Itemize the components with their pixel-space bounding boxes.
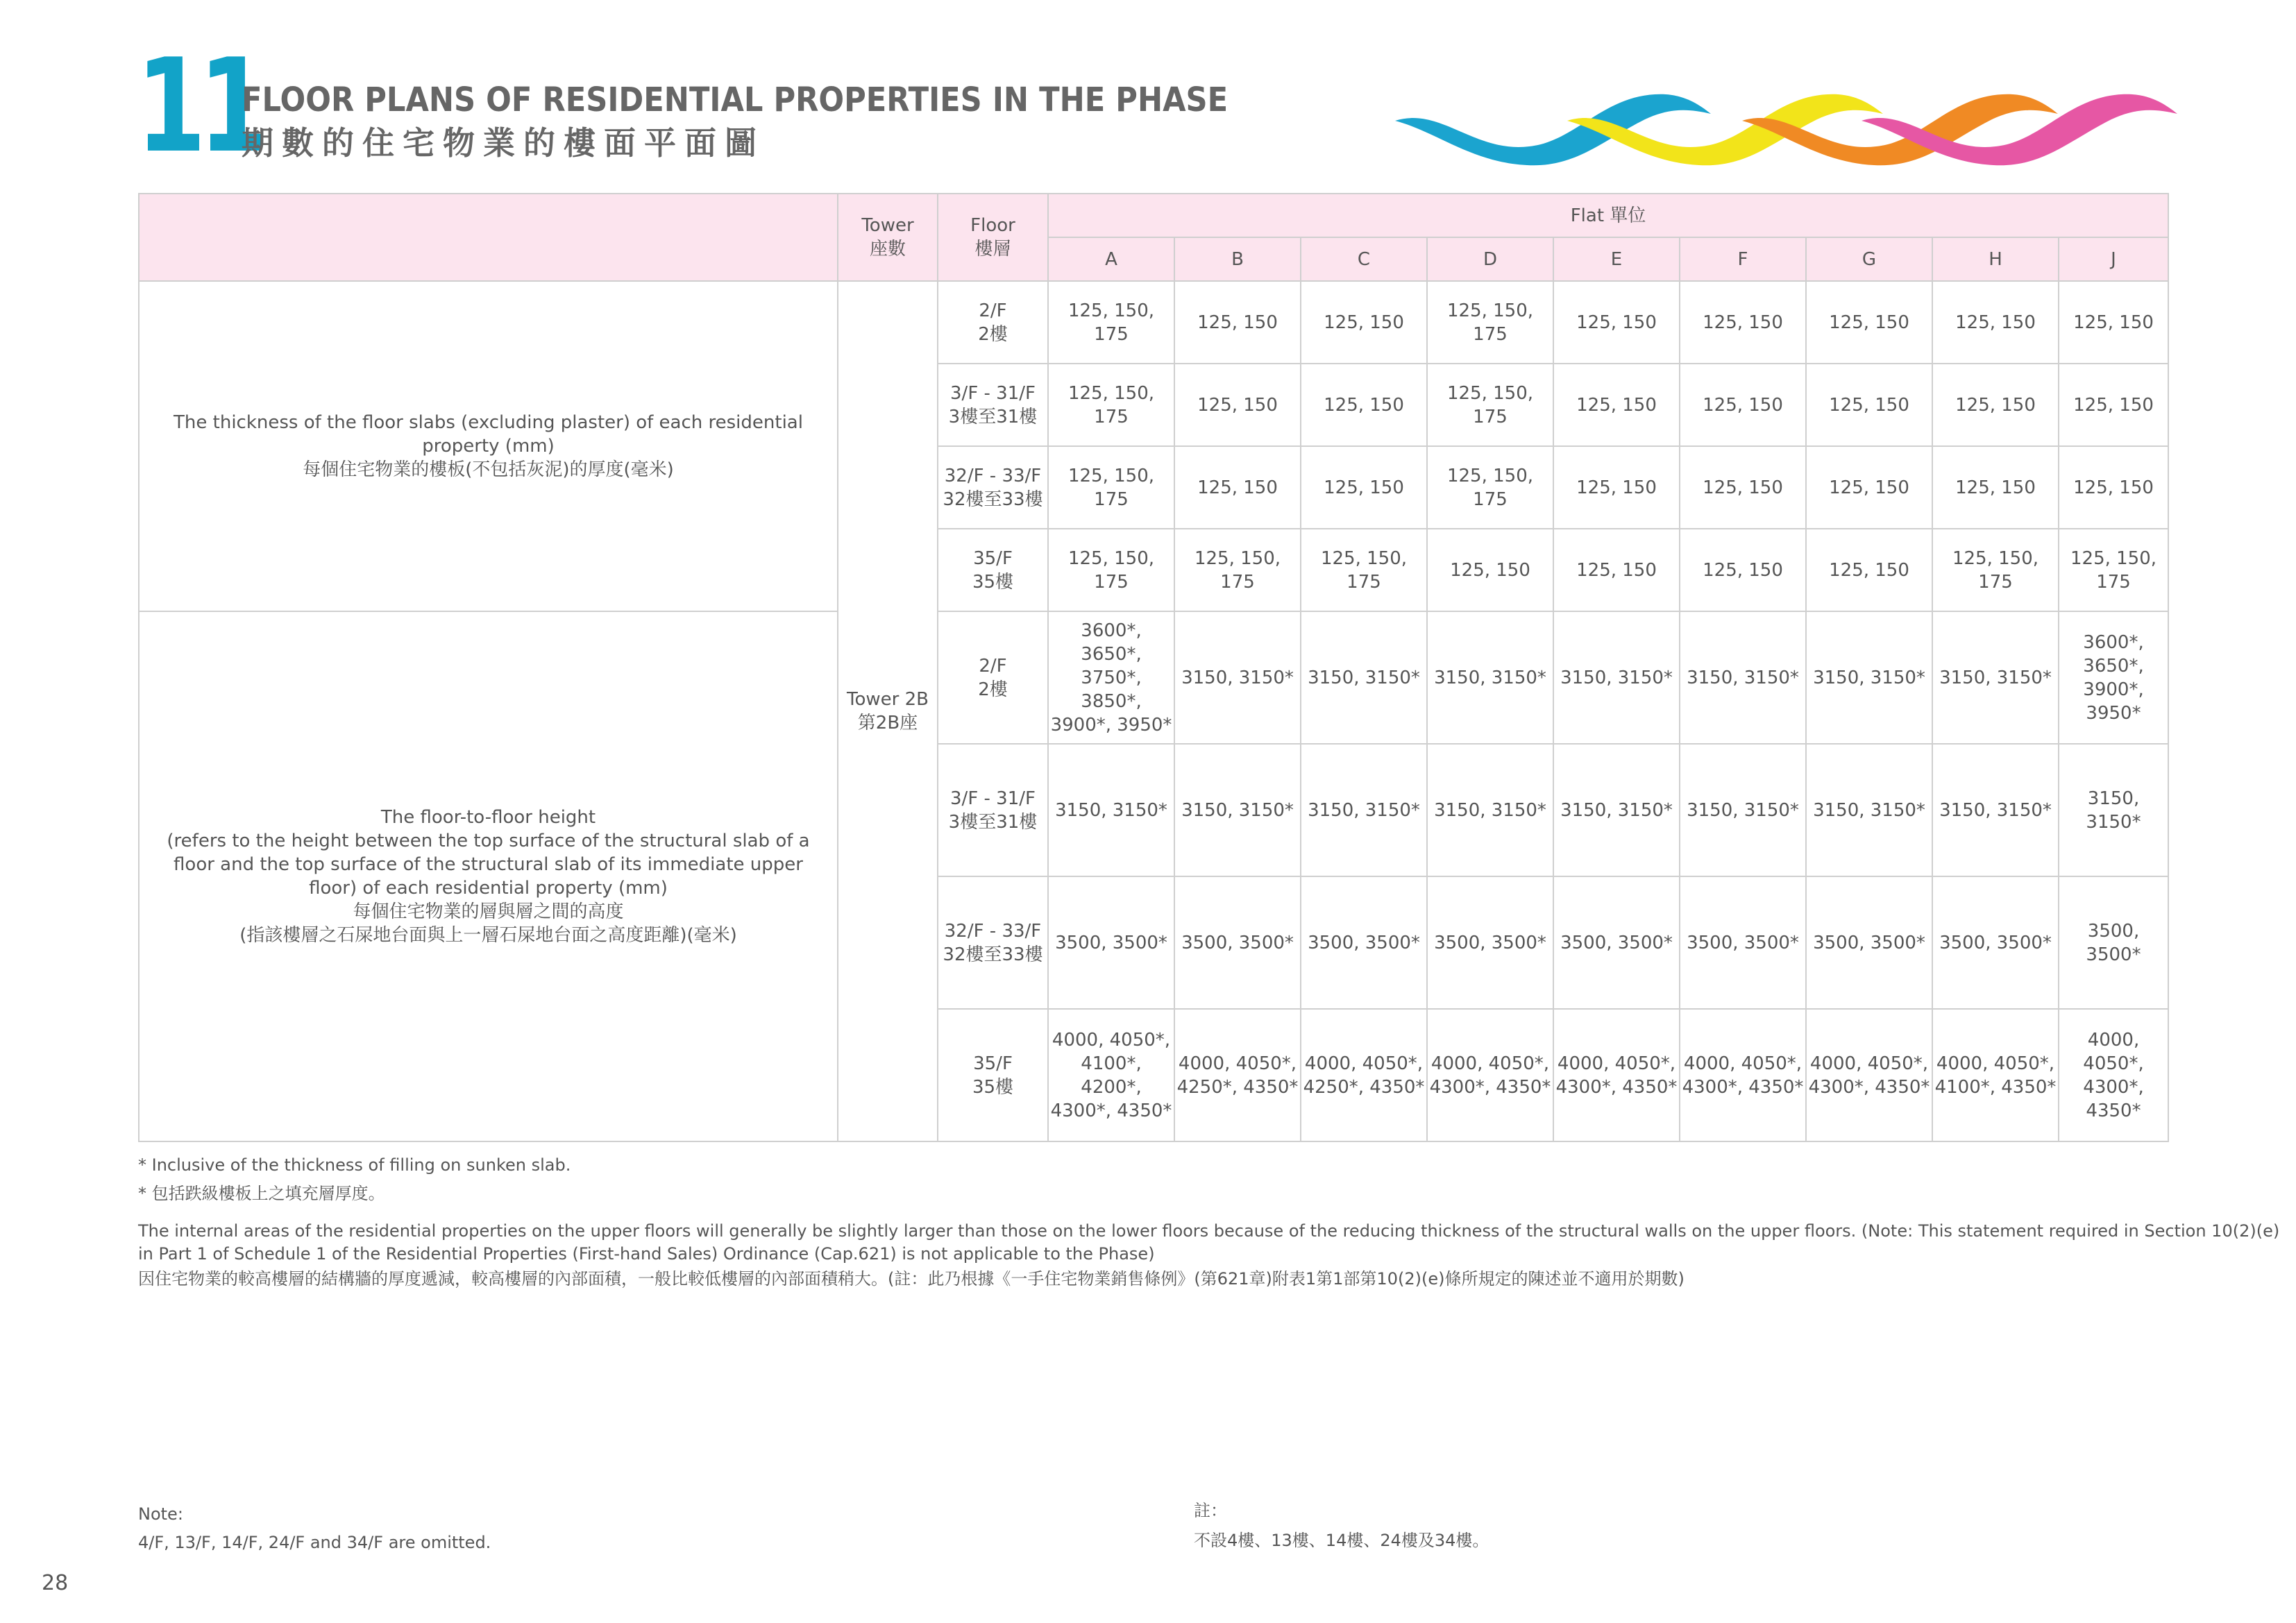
height-row (139, 611, 2168, 744)
value-cell-j: 3500, 3500* (2059, 876, 2168, 1009)
value-cell-e: 125, 150 (1553, 364, 1680, 446)
value-cell-d: 125, 150, 175 (1427, 281, 1553, 364)
value-cell-c: 125, 150 (1301, 446, 1427, 529)
internal-area-note-en-2: in Part 1 of Schedule 1 of the Residential Properties (First-hand Sales) Ordinance (Cap.621) is not applicable to the Phase) (138, 1244, 1155, 1264)
floor-cell: 32/F - 33/F 32樓至33樓 (938, 446, 1048, 529)
value-cell-e: 125, 150 (1553, 446, 1680, 529)
footer-note-text-zh: 不設4樓、13樓、14樓、24樓及34樓。 (1194, 1531, 1489, 1550)
value-cell-a: 125, 150, 175 (1048, 281, 1174, 364)
value-cell-h: 4000, 4050*, 4100*, 4350* (1932, 1009, 2059, 1141)
footer-note-text-en: 4/F, 13/F, 14/F, 24/F and 34/F are omitted. (138, 1533, 491, 1552)
value-cell-f: 3150, 3150* (1680, 744, 1806, 876)
value-cell-g: 4000, 4050*, 4300*, 4350* (1806, 1009, 1932, 1141)
internal-area-note-en-1: The internal areas of the residential properties on the upper floors will generally be slightly larger than those on the lower floors because of the reducing thickness of the structural walls on the upper floors. (Note: This statement required in Section 10(2)(e) (138, 1221, 2280, 1241)
header-flat-d: D (1427, 237, 1553, 281)
floor-cell: 3/F - 31/F 3樓至31樓 (938, 744, 1048, 876)
value-cell-a: 3600*, 3650*, 3750*, 3850*, 3900*, 3950* (1048, 611, 1174, 744)
value-cell-f: 3500, 3500* (1680, 876, 1806, 1009)
value-cell-c: 125, 150, 175 (1301, 529, 1427, 611)
value-cell-a: 3500, 3500* (1048, 876, 1174, 1009)
header-flat-b: B (1174, 237, 1301, 281)
page-title-zh: 期數的住宅物業的樓面平面圖 (242, 124, 765, 162)
header-flat-c: C (1301, 237, 1427, 281)
value-cell-a: 125, 150, 175 (1048, 529, 1174, 611)
value-cell-e: 4000, 4050*, 4300*, 4350* (1553, 1009, 1680, 1141)
value-cell-j: 125, 150, 175 (2059, 529, 2168, 611)
header-flat: Flat 單位 (1048, 194, 2168, 237)
value-cell-d: 4000, 4050*, 4300*, 4350* (1427, 1009, 1553, 1141)
header-tower: Tower 座數 (838, 194, 938, 281)
header-flat-h: H (1932, 237, 2059, 281)
floor-cell: 35/F 35樓 (938, 1009, 1048, 1141)
value-cell-e: 125, 150 (1553, 281, 1680, 364)
section-number: 11 (136, 31, 262, 181)
floor-cell: 2/F 2樓 (938, 611, 1048, 744)
footer-note-label-zh: 註： (1194, 1501, 1227, 1520)
value-cell-d: 125, 150, 175 (1427, 364, 1553, 446)
asterisk-note-en: * Inclusive of the thickness of filling on sunken slab. (138, 1155, 571, 1175)
value-cell-d: 125, 150 (1427, 529, 1553, 611)
header-blank (139, 194, 838, 281)
value-cell-g: 3150, 3150* (1806, 744, 1932, 876)
header-flat-j: J (2059, 237, 2168, 281)
value-cell-j: 125, 150 (2059, 364, 2168, 446)
page-number: 28 (42, 1571, 69, 1595)
value-cell-d: 3150, 3150* (1427, 611, 1553, 744)
value-cell-j: 4000, 4050*, 4300*, 4350* (2059, 1009, 2168, 1141)
value-cell-c: 3150, 3150* (1301, 611, 1427, 744)
value-cell-c: 125, 150 (1301, 364, 1427, 446)
value-cell-f: 3150, 3150* (1680, 611, 1806, 744)
value-cell-f: 125, 150 (1680, 364, 1806, 446)
value-cell-g: 3150, 3150* (1806, 611, 1932, 744)
asterisk-note-zh: * 包括跌級樓板上之填充層厚度。 (138, 1184, 385, 1203)
slab-description: The thickness of the floor slabs (excluding plaster) of each residential property (mm) 每個住宅物業的樓板(不包括灰泥)的厚度(毫米) (139, 281, 838, 611)
value-cell-g: 3500, 3500* (1806, 876, 1932, 1009)
value-cell-h: 125, 150 (1932, 364, 2059, 446)
value-cell-e: 3500, 3500* (1553, 876, 1680, 1009)
value-cell-e: 3150, 3150* (1553, 611, 1680, 744)
value-cell-d: 3150, 3150* (1427, 744, 1553, 876)
value-cell-h: 125, 150 (1932, 446, 2059, 529)
value-cell-j: 3600*, 3650*, 3900*, 3950* (2059, 611, 2168, 744)
floor-cell: 3/F - 31/F 3樓至31樓 (938, 364, 1048, 446)
value-cell-c: 4000, 4050*, 4250*, 4350* (1301, 1009, 1427, 1141)
value-cell-e: 3150, 3150* (1553, 744, 1680, 876)
value-cell-h: 3150, 3150* (1932, 611, 2059, 744)
slab-row (139, 281, 2168, 364)
value-cell-j: 3150, 3150* (2059, 744, 2168, 876)
value-cell-g: 125, 150 (1806, 529, 1932, 611)
floor-cell: 2/F 2樓 (938, 281, 1048, 364)
floor-cell: 35/F 35樓 (938, 529, 1048, 611)
value-cell-c: 125, 150 (1301, 281, 1427, 364)
height-description: The floor-to-floor height (refers to the height between the top surface of the structural slab of a floor and the top surface of the structural slab of its immediate upper floor) of each residential property (mm) 每個住宅物業的層與層之間的高度 (指該樓層之石屎地台面與上一層石屎地台面之高度距離)(毫米) (139, 611, 838, 1141)
header-floor: Floor 樓層 (938, 194, 1048, 281)
value-cell-g: 125, 150 (1806, 446, 1932, 529)
value-cell-f: 125, 150 (1680, 281, 1806, 364)
tower-cell: Tower 2B 第2B座 (838, 281, 938, 1141)
value-cell-b: 125, 150, 175 (1174, 529, 1301, 611)
page-title-en: FLOOR PLANS OF RESIDENTIAL PROPERTIES IN THE PHASE (242, 80, 1229, 119)
value-cell-b: 125, 150 (1174, 281, 1301, 364)
value-cell-d: 3500, 3500* (1427, 876, 1553, 1009)
value-cell-d: 125, 150, 175 (1427, 446, 1553, 529)
ribbon-waves-icon (1395, 78, 2179, 168)
value-cell-b: 3150, 3150* (1174, 744, 1301, 876)
footer-note-label-en: Note: (138, 1504, 183, 1524)
value-cell-a: 4000, 4050*, 4100*, 4200*, 4300*, 4350* (1048, 1009, 1174, 1141)
value-cell-h: 3500, 3500* (1932, 876, 2059, 1009)
floor-spec-table (138, 193, 2169, 1142)
value-cell-c: 3150, 3150* (1301, 744, 1427, 876)
value-cell-b: 3150, 3150* (1174, 611, 1301, 744)
value-cell-f: 4000, 4050*, 4300*, 4350* (1680, 1009, 1806, 1141)
value-cell-b: 4000, 4050*, 4250*, 4350* (1174, 1009, 1301, 1141)
floor-cell: 32/F - 33/F 32樓至33樓 (938, 876, 1048, 1009)
header-flat-e: E (1553, 237, 1680, 281)
value-cell-b: 125, 150 (1174, 364, 1301, 446)
value-cell-b: 3500, 3500* (1174, 876, 1301, 1009)
value-cell-f: 125, 150 (1680, 446, 1806, 529)
value-cell-g: 125, 150 (1806, 281, 1932, 364)
value-cell-a: 3150, 3150* (1048, 744, 1174, 876)
value-cell-f: 125, 150 (1680, 529, 1806, 611)
value-cell-h: 3150, 3150* (1932, 744, 2059, 876)
value-cell-g: 125, 150 (1806, 364, 1932, 446)
value-cell-h: 125, 150, 175 (1932, 529, 2059, 611)
value-cell-c: 3500, 3500* (1301, 876, 1427, 1009)
value-cell-b: 125, 150 (1174, 446, 1301, 529)
value-cell-e: 125, 150 (1553, 529, 1680, 611)
value-cell-j: 125, 150 (2059, 281, 2168, 364)
header-flat-f: F (1680, 237, 1806, 281)
header-flat-g: G (1806, 237, 1932, 281)
value-cell-j: 125, 150 (2059, 446, 2168, 529)
value-cell-a: 125, 150, 175 (1048, 446, 1174, 529)
value-cell-h: 125, 150 (1932, 281, 2059, 364)
header-flat-a: A (1048, 237, 1174, 281)
value-cell-a: 125, 150, 175 (1048, 364, 1174, 446)
internal-area-note-zh: 因住宅物業的較高樓層的結構牆的厚度遞減，較高樓層的內部面積，一般比較低樓層的內部面積稍大。(註：此乃根據《一手住宅物業銷售條例》(第621章)附表1第1部第10(2)(e)條所規定的陳述並不適用於期數) (138, 1269, 1685, 1289)
